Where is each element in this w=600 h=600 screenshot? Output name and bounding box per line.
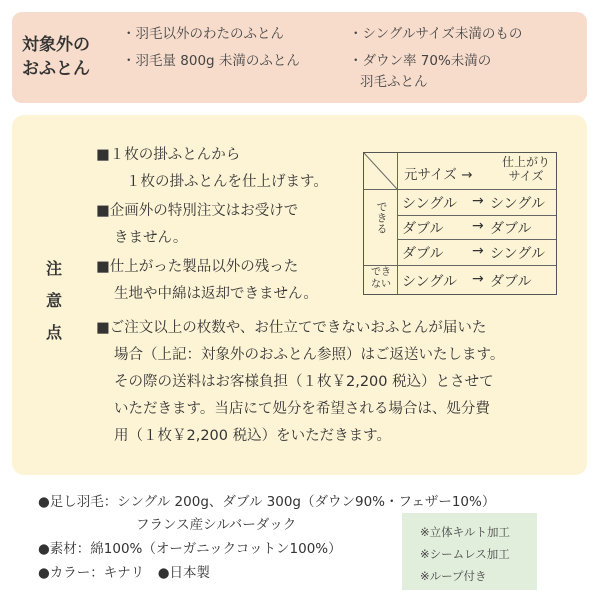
note-line: １枚の掛ふとんを仕上げます。 bbox=[126, 174, 328, 190]
table-cell-to: シングル bbox=[490, 196, 545, 212]
table-header-from: 元サイズ → bbox=[404, 167, 473, 183]
notes-label-char: 注 bbox=[45, 259, 62, 278]
table-cell-to: ダブル bbox=[490, 221, 532, 237]
note-line: ■１枚の掛ふとんから bbox=[96, 147, 241, 163]
spec-line: ●足し羽毛：シングル 200g、ダブル 300g（ダウン90%・フェザー10%） bbox=[38, 494, 496, 510]
note-line: 生地や中綿は返却できません。 bbox=[114, 286, 318, 302]
note-line: 場合（上記：対象外のおふとん参照）はご返送いたします。 bbox=[114, 347, 505, 363]
spec-line: フランス産シルバーダック bbox=[136, 517, 297, 533]
excluded-item: ・ダウン率 70%未満の bbox=[349, 53, 492, 69]
notes-label-char: 意 bbox=[45, 291, 62, 310]
table-cell-from: ダブル bbox=[402, 246, 444, 262]
excluded-item: 羽毛ふとん bbox=[360, 74, 428, 90]
table-cell-arrow: → bbox=[472, 218, 484, 234]
table-divider bbox=[398, 215, 556, 216]
table-header-to-line-2: サイズ bbox=[508, 169, 544, 183]
note-line: ■仕上がった製品以外の残った bbox=[96, 259, 299, 275]
table-divider bbox=[364, 189, 556, 190]
feature-item: ※立体キルト加工 bbox=[420, 525, 511, 539]
table-cell-from: ダブル bbox=[402, 221, 444, 237]
excluded-item: ・羽毛量 800g 未満のふとん bbox=[122, 53, 300, 69]
table-divider bbox=[364, 265, 556, 266]
notes-label-char: 点 bbox=[45, 323, 62, 342]
excluded-item: ・シングルサイズ未満のもの bbox=[349, 26, 523, 42]
table-cannot-label-line-1: でき bbox=[371, 267, 391, 278]
spec-line: ●素材：綿100%（オーガニックコットン100%） bbox=[38, 541, 342, 557]
spec-line: ●カラー：キナリ ●日本製 bbox=[38, 565, 211, 581]
note-line: 用（１枚￥2,200 税込）をいただきます。 bbox=[114, 428, 391, 444]
table-can-label: できる bbox=[375, 201, 388, 234]
note-line: その際の送料はお客様負担（１枚￥2,200 税込）とさせて bbox=[114, 374, 494, 390]
table-cell-to: シングル bbox=[490, 246, 545, 262]
table-cannot-label-line-2: ない bbox=[371, 279, 391, 290]
excluded-title-line-2: おふとん bbox=[22, 59, 90, 79]
excluded-title-line-1: 対象外の bbox=[22, 35, 90, 55]
size-conversion-table bbox=[363, 152, 557, 295]
note-line: ■ご注文以上の枚数や、お仕立てできないおふとんが届いた bbox=[96, 320, 487, 336]
table-cell-arrow: → bbox=[472, 271, 484, 287]
excluded-title bbox=[22, 33, 110, 81]
feature-item: ※ループ付き bbox=[420, 569, 487, 583]
table-cell-to: ダブル bbox=[490, 274, 532, 290]
note-line: ■企画外の特別注文はお受けで bbox=[96, 203, 299, 219]
table-cannot-label bbox=[366, 267, 396, 291]
excluded-item: ・羽毛以外のわたのふとん bbox=[122, 26, 284, 42]
note-line: いただきます。当店にて処分を希望される場合は、処分費 bbox=[114, 401, 490, 417]
table-cell-from: シングル bbox=[402, 274, 457, 290]
table-header-to bbox=[501, 155, 551, 183]
table-divider bbox=[397, 153, 398, 294]
table-header-to-line-1: 仕上がり bbox=[501, 155, 550, 169]
table-cell-from: シングル bbox=[402, 196, 457, 212]
table-divider bbox=[398, 239, 556, 240]
diagonal-line-icon bbox=[364, 153, 397, 189]
table-cell-arrow: → bbox=[472, 193, 484, 209]
feature-item: ※シームレス加工 bbox=[420, 547, 510, 561]
note-line: きません。 bbox=[114, 230, 188, 246]
table-cell-arrow: → bbox=[472, 243, 484, 259]
